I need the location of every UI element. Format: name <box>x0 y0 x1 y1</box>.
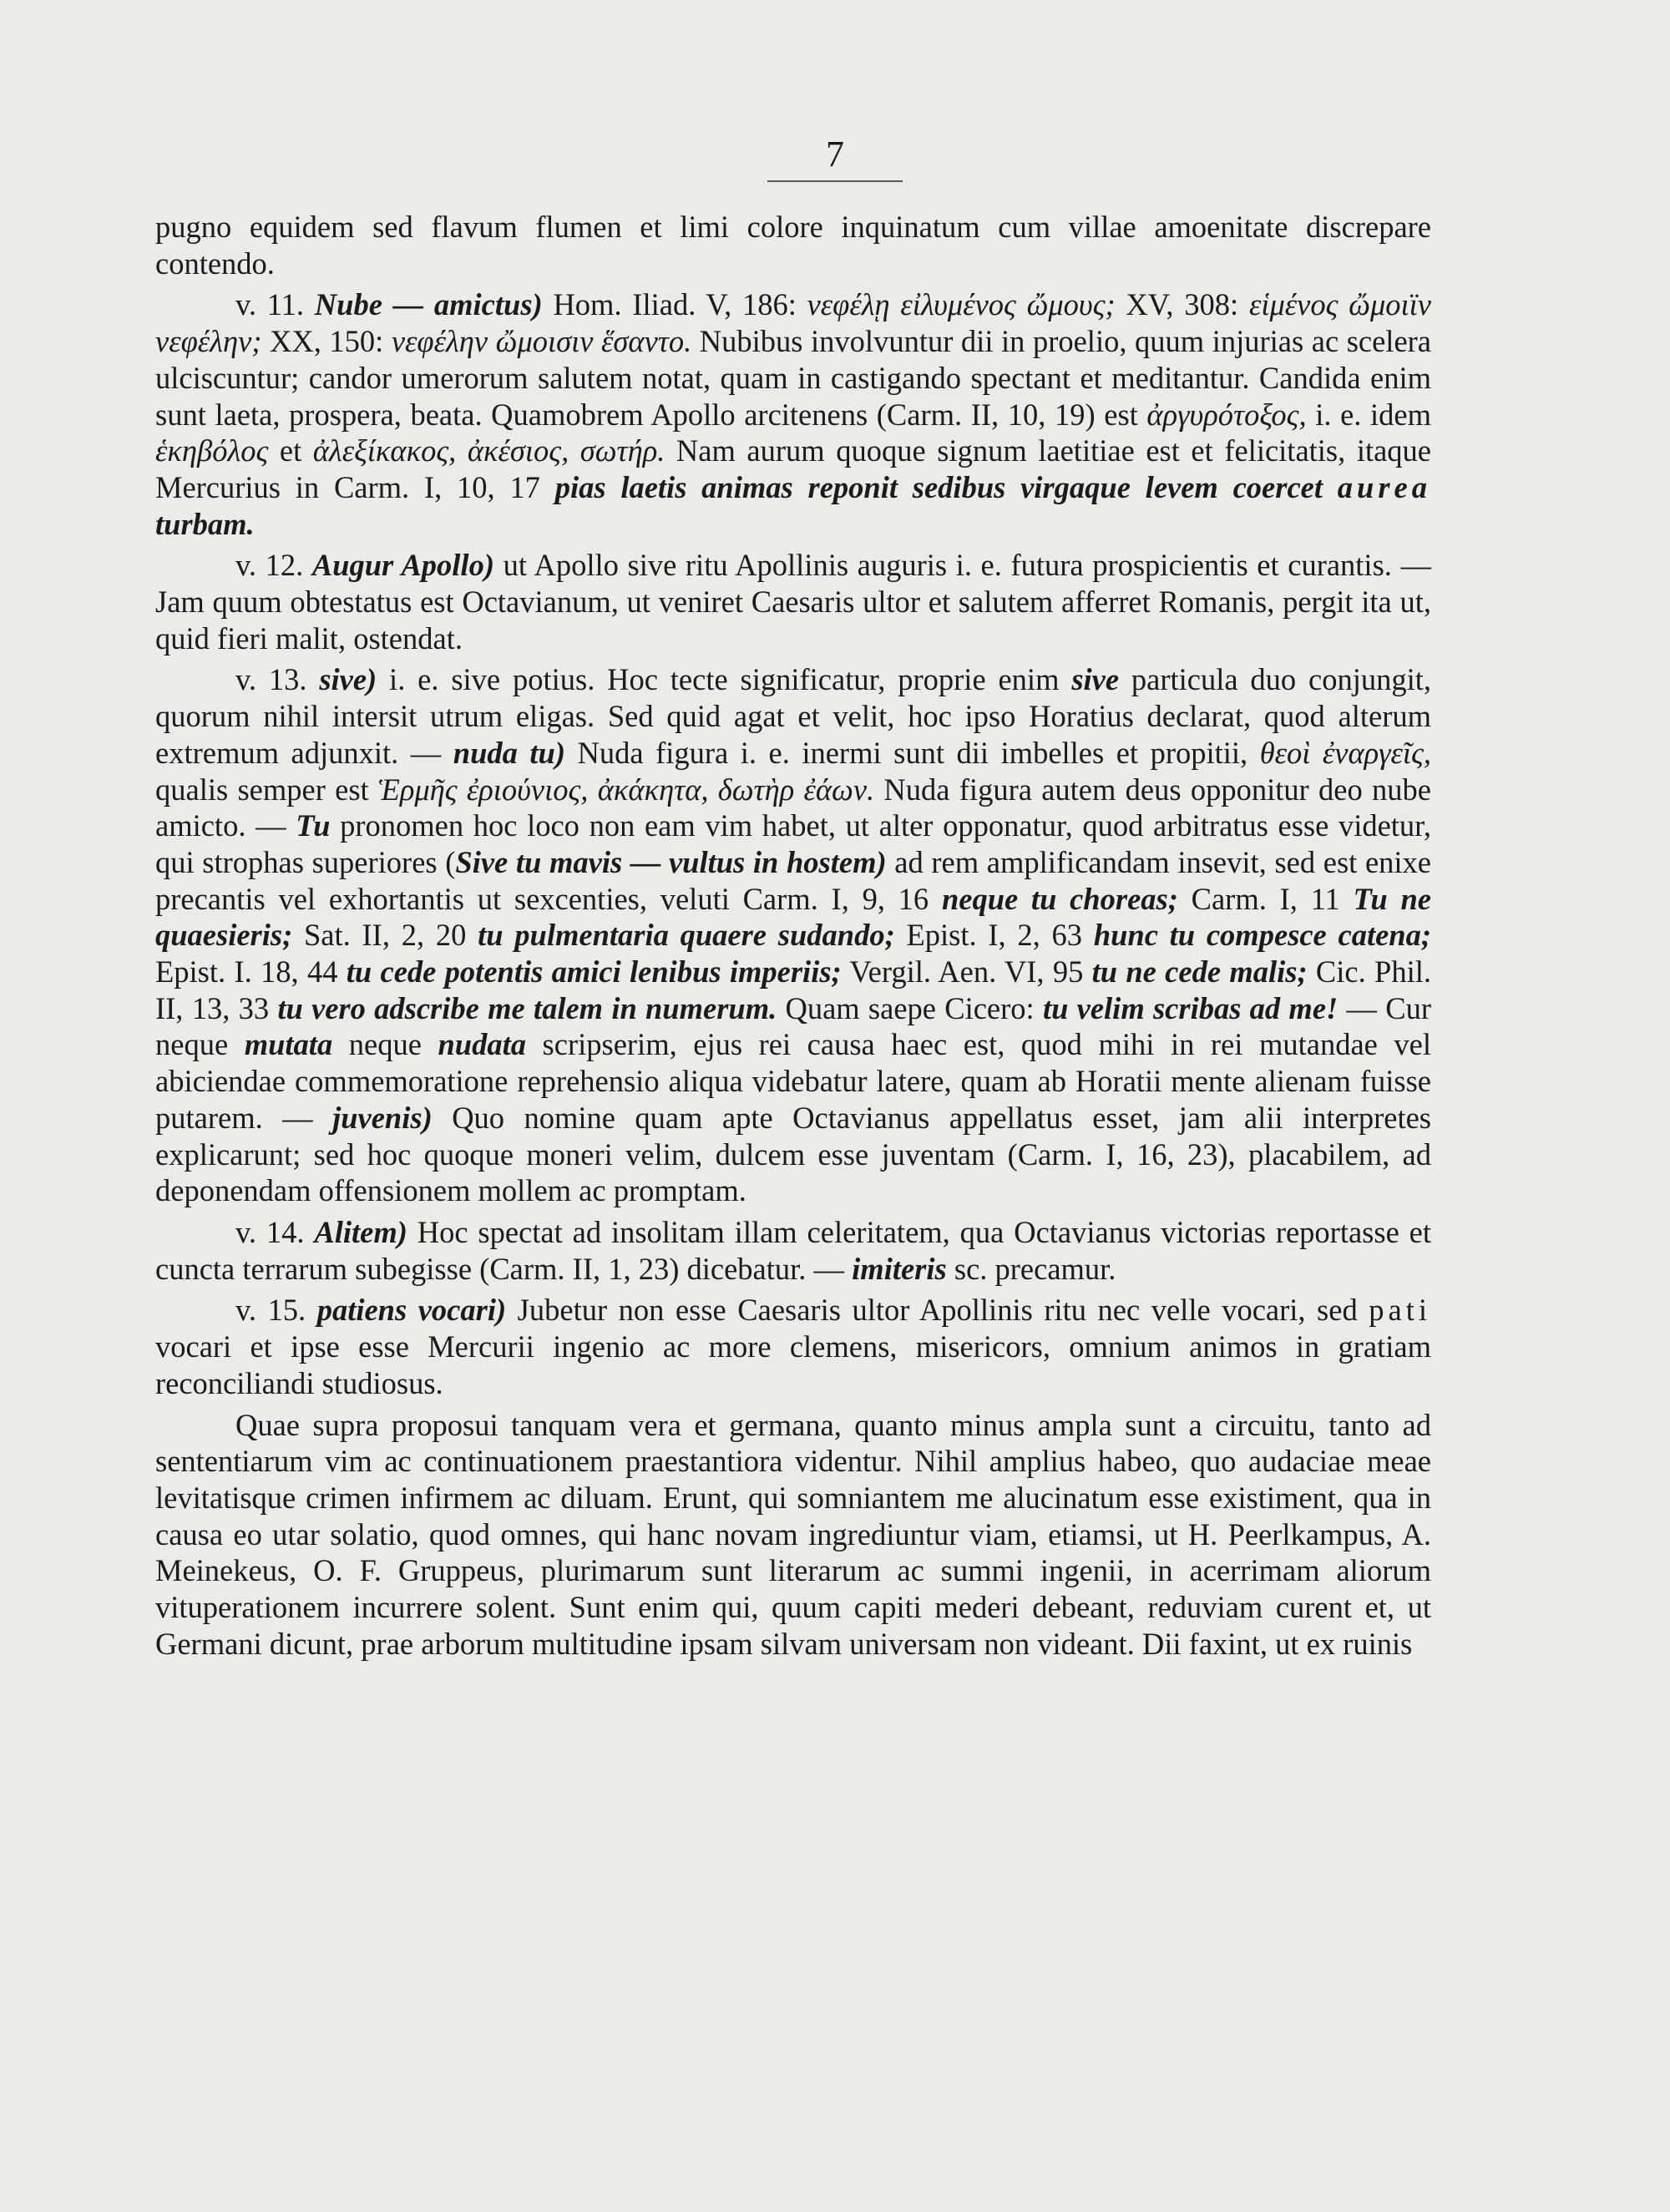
emphasis-text: Alitem) <box>314 1214 407 1249</box>
text-run: sc. precamur. <box>946 1251 1116 1286</box>
text-run: Jubetur non esse Caesaris ultor Apollinis ritu nec velle vocari, sed <box>506 1293 1369 1328</box>
text-run: — Cur neque <box>155 990 1431 1062</box>
paragraph <box>155 1292 1431 1401</box>
emphasis-text: Augur Apollo) <box>311 548 494 583</box>
emphasis-text: nudata <box>438 1027 526 1062</box>
text-run: particula duo conjungit, quorum nihil intersit utrum eligas. Sed quid agat et velit, hoc ipso Horatius declarat, quod alterum extremum adjunxit. — <box>155 662 1431 770</box>
text-run: vocari et ipse esse Mercurii ingenio ac more clemens, misericors, omnium animos in gratiam reconciliandi studiosus. <box>155 1329 1431 1400</box>
text-run: et <box>268 433 313 468</box>
text-run: XX, 150: <box>261 324 392 359</box>
emphasis-text: sive) <box>319 662 377 697</box>
text-run: v. 11. <box>235 287 315 322</box>
paragraph <box>155 1214 1431 1287</box>
text-run: XV, 308: <box>1115 287 1249 322</box>
emphasis-text: tu ne cede malis; <box>1091 954 1308 990</box>
emphasis-text: tu vero adscribe me talem in numerum. <box>277 990 777 1025</box>
emphasis-text: nuda tu) <box>453 735 565 770</box>
emphasis-text: tu pulmentaria quaere sudando; <box>478 918 895 953</box>
paragraph <box>155 661 1431 1209</box>
body-text <box>155 209 1431 1667</box>
text-run: v. 12. <box>235 548 312 583</box>
text-run: Epist. I, 2, 63 <box>894 918 1094 953</box>
greek-quote: νεφέλῃ εἰλυμένος ὤμους; <box>807 287 1116 322</box>
page-number: 7 <box>767 134 903 182</box>
greek-quote: ἀλεξίκακος, ἀκέσιος, σωτήρ. <box>312 433 665 468</box>
emphasis-text: sive <box>1071 662 1120 697</box>
text-run: Vergil. Aen. VI, 95 <box>841 954 1092 990</box>
text-run: v. 13. <box>235 662 320 697</box>
page-header <box>0 134 1670 182</box>
text-run: Cic. Phil. II, 13, 33 <box>155 954 1431 1025</box>
text-run: i. e. idem <box>1306 397 1431 432</box>
text-run: ut Apollo sive ritu Apollinis auguris i. e. futura prospicientis et curantis. — Jam quum obtestatus est Octavianum, ut veniret Caesaris ultor et salutem afferret Romanis, pergit ita ut, quid fieri malit, ostendat. <box>155 548 1431 656</box>
text-run: Hom. Iliad. V, 186: <box>542 287 807 322</box>
text-run: i. e. sive potius. Hoc tecte significatur, proprie enim <box>377 662 1072 697</box>
greek-quote: Ἑρμῆς ἐριούνιος, ἀκάκητα, δωτὴρ ἐάων. <box>377 772 875 807</box>
greek-quote: εἱμένος ὤμοιϊν νεφέλην; <box>155 287 1431 359</box>
text-run: scripserim, ejus rei causa haec est, quod mihi in rei mutandae vel abiciendae commemoratione reprehensio aliqua videbatur latere, quam ab Horatii mente alienam fuisse putarem. — <box>155 1027 1432 1135</box>
text-run: Quo nomine quam apte Octavianus appellatus esset, jam alii interpretes explicarunt; sed hoc quoque moneri velim, dulcem esse juventam (Carm. I, 16, 23), placabilem, ad deponendam offensionem mollem ac promptam. <box>155 1100 1431 1208</box>
greek-quote: νεφέλην ὤμοισιν ἕσαντο. <box>391 324 692 359</box>
emphasis-text: tu velim scribas ad me! <box>1042 990 1339 1025</box>
greek-quote: ἀργυρότοξος, <box>1146 397 1307 432</box>
text-run: v. 14. <box>235 1214 315 1249</box>
emphasis-text: pati <box>1369 1293 1431 1328</box>
emphasis-text: imiteris <box>852 1251 947 1286</box>
text-run: Quam saepe Cicero: <box>777 990 1043 1025</box>
emphasis-text: Tu <box>296 808 331 843</box>
emphasis-text: hunc tu compesce catena; <box>1093 918 1432 953</box>
paragraph <box>155 547 1431 656</box>
emphasis-text: turbam. <box>155 506 255 541</box>
emphasis-text: juvenis) <box>332 1100 433 1135</box>
text-run: Nam aurum quoque signum laetitiae est et felicitatis, itaque Mercurius in Carm. I, 10, 17 <box>155 433 1431 504</box>
text-run: Hoc spectat ad insolitam illam celeritatem, qua Octavianus victorias reportasse et cuncta terrarum subegisse (Carm. II, 1, 23) dicebatur. — <box>155 1214 1431 1286</box>
text-run: Nuda figura i. e. inermi sunt dii imbelles et propitii, <box>564 735 1260 770</box>
text-run: Nuda figura autem deus opponitur deo nube amicto. — <box>155 772 1431 843</box>
greek-quote: ἑκηβόλος <box>155 433 269 468</box>
emphasis-text: pias laetis animas reponit sedibus virgaque levem coercet <box>554 469 1338 504</box>
paragraph <box>155 1407 1431 1663</box>
text-run: pronomen hoc loco non eam vim habet, ut alter opponatur, quod arbitratus esse videtur, qui strophas superiores ( <box>155 808 1431 879</box>
text-run: ad rem amplificandam insevit, sed est enixe precantis vel exhortantis ut sexcenties, veluti Carm. I, 9, 16 <box>155 844 1431 916</box>
emphasis-text: neque tu choreas; <box>941 881 1178 916</box>
text-run: v. 15. <box>235 1293 317 1328</box>
text-run: Epist. I. 18, 44 <box>155 954 347 990</box>
emphasis-text: mutata <box>244 1027 333 1062</box>
text-run: Quae supra proposui tanquam vera et germana, quanto minus ampla sunt a circuitu, tanto ad sententiarum vim ac continuationem praestantiora videntur. Nihil amplius habeo, quo audaciae meae levitatisque crimen infirmem ac diluam. Erunt, qui somniantem me alucinatum esse existiment, qua in causa eo utar solatio, quod omnes, qui hanc novam ingrediuntur viam, etiamsi, ut H. Peerlkampus, A. Meinekeus, O. F. Gruppeus, plurimarum sunt literarum ac summi ingenii, in acerrimam aliorum vituperationem incurrere solent. Sunt enim qui, quum capiti mederi debeant, reduviam curent et, ut Germani dicunt, prae arborum multitudine ipsam silvam universam non videant. Dii faxint, ut ex ruinis <box>155 1407 1431 1661</box>
paragraph <box>155 286 1431 542</box>
text-run: neque <box>332 1027 438 1062</box>
emphasis-text: Sive tu mavis — vultus in hostem) <box>455 844 887 879</box>
emphasis-text: patiens vocari) <box>316 1293 507 1328</box>
text-run: pugno equidem sed flavum flumen et limi colore inquinatum cum villae amoenitate discrepare contendo. <box>155 210 1431 281</box>
text-run: qualis semper est <box>155 772 378 807</box>
text-run: Sat. II, 2, 20 <box>292 918 478 953</box>
greek-quote: θεοὶ ἐναργεῖς, <box>1259 735 1432 770</box>
emphasis-text: Tu ne quaesieris; <box>155 881 1431 953</box>
emphasis-text: Nube — amictus) <box>314 287 543 322</box>
emphasis-text: aurea <box>1337 469 1431 504</box>
paragraph <box>155 209 1431 281</box>
text-run: Nubibus involvuntur dii in proelio, quum injurias ac scelera ulciscuntur; candor umerorum salutem notat, quam in castigando spectant et meditantur. Candida enim sunt laeta, prospera, beata. Quamobrem Apollo arcitenens (Carm. II, 10, 19) est <box>155 324 1432 432</box>
text-run: Carm. I, 11 <box>1177 881 1354 916</box>
emphasis-text: tu cede potentis amici lenibus imperiis; <box>346 954 842 990</box>
